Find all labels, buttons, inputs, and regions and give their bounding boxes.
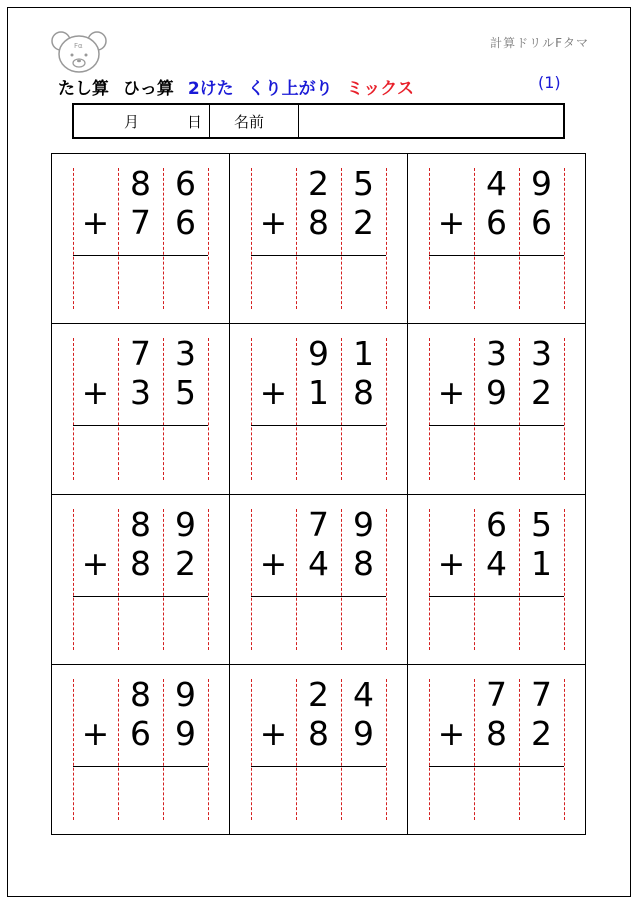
answer-rule-line	[251, 766, 386, 767]
bottom-ones-digit: 8	[353, 543, 374, 583]
answer-rule-line	[251, 255, 386, 256]
answer-rule-line	[73, 596, 208, 597]
plus-sign: +	[437, 543, 466, 583]
answer-rule-line	[429, 596, 564, 597]
column-guide-line	[564, 168, 565, 309]
column-guide-line	[208, 679, 209, 820]
day-label: 日	[187, 113, 203, 131]
top-tens-digit: 2	[308, 164, 329, 203]
top-tens-digit: 7	[130, 334, 151, 374]
column-guide-line	[564, 679, 565, 820]
bottom-ones-digit: 6	[531, 203, 552, 242]
name-label: 名前	[210, 105, 299, 137]
bottom-ones-digit: 1	[531, 543, 552, 583]
bottom-tens-digit: 8	[130, 543, 151, 583]
title-carry: くり上がり	[247, 79, 333, 99]
plus-sign: +	[437, 713, 466, 753]
top-tens-digit: 3	[486, 334, 507, 374]
bottom-tens-digit: 9	[486, 373, 507, 413]
top-ones-digit: 6	[175, 164, 196, 203]
top-tens-digit: 7	[486, 674, 507, 714]
problem-grid	[51, 153, 586, 835]
answer-rule-line	[251, 596, 386, 597]
plus-sign: +	[437, 373, 466, 413]
answer-rule-line	[429, 255, 564, 256]
plus-sign: +	[259, 543, 288, 583]
problem-cell[interactable]	[408, 154, 586, 324]
top-ones-digit: 4	[353, 674, 374, 714]
brand-label: 計算ドリルFタマ	[490, 36, 589, 50]
top-ones-digit: 3	[175, 334, 196, 374]
bottom-tens-digit: 1	[308, 373, 329, 413]
bottom-ones-digit: 9	[353, 713, 374, 753]
top-tens-digit: 8	[130, 164, 151, 203]
top-tens-digit: 4	[486, 164, 507, 203]
bottom-ones-digit: 2	[353, 203, 374, 242]
top-ones-digit: 5	[531, 504, 552, 544]
plus-sign: +	[81, 713, 110, 753]
month-label: 月	[124, 113, 140, 131]
bottom-ones-digit: 2	[531, 373, 552, 413]
plus-sign: +	[259, 373, 288, 413]
column-guide-line	[208, 338, 209, 479]
plus-sign: +	[259, 203, 288, 242]
column-guide-line	[386, 679, 387, 820]
column-guide-line	[386, 509, 387, 650]
problem-cell[interactable]	[408, 665, 586, 835]
column-guide-line	[386, 338, 387, 479]
problem-cell[interactable]	[52, 665, 230, 835]
bottom-ones-digit: 2	[531, 713, 552, 753]
column-guide-line	[208, 168, 209, 309]
top-ones-digit: 9	[175, 504, 196, 544]
problem-cell[interactable]	[52, 324, 230, 494]
bottom-tens-digit: 6	[130, 713, 151, 753]
plus-sign: +	[259, 713, 288, 753]
title-mix: ミックス	[346, 79, 415, 99]
bottom-ones-digit: 2	[175, 543, 196, 583]
problem-cell[interactable]	[230, 154, 408, 324]
problem-cell[interactable]	[52, 495, 230, 665]
bottom-tens-digit: 8	[486, 713, 507, 753]
plus-sign: +	[81, 203, 110, 242]
top-tens-digit: 8	[130, 674, 151, 714]
top-ones-digit: 5	[353, 164, 374, 203]
bottom-tens-digit: 4	[308, 543, 329, 583]
bottom-tens-digit: 3	[130, 373, 151, 413]
bottom-tens-digit: 8	[308, 713, 329, 753]
problem-cell[interactable]	[230, 495, 408, 665]
title-vertical: ひっ算	[122, 79, 174, 99]
title-addition: たし算	[58, 79, 109, 99]
plus-sign: +	[81, 543, 110, 583]
column-guide-line	[564, 509, 565, 650]
top-tens-digit: 9	[308, 334, 329, 374]
top-tens-digit: 6	[486, 504, 507, 544]
problem-cell[interactable]	[408, 495, 586, 665]
top-ones-digit: 9	[175, 674, 196, 714]
bottom-tens-digit: 7	[130, 203, 151, 242]
bottom-tens-digit: 4	[486, 543, 507, 583]
bottom-ones-digit: 8	[353, 373, 374, 413]
top-tens-digit: 8	[130, 504, 151, 544]
column-guide-line	[386, 168, 387, 309]
name-field[interactable]	[299, 105, 563, 137]
column-guide-line	[564, 338, 565, 479]
top-tens-digit: 7	[308, 504, 329, 544]
plus-sign: +	[81, 373, 110, 413]
top-ones-digit: 1	[353, 334, 374, 374]
bottom-tens-digit: 6	[486, 203, 507, 242]
bottom-ones-digit: 6	[175, 203, 196, 242]
plus-sign: +	[437, 203, 466, 242]
top-ones-digit: 9	[353, 504, 374, 544]
name-date-box	[72, 103, 565, 139]
answer-rule-line	[429, 425, 564, 426]
answer-rule-line	[73, 255, 208, 256]
page-number: (1)	[538, 73, 561, 92]
bear-logo-icon	[50, 30, 108, 74]
top-tens-digit: 2	[308, 674, 329, 714]
top-ones-digit: 7	[531, 674, 552, 714]
problem-cell[interactable]	[230, 665, 408, 835]
title-two-digit: 2けた	[187, 79, 234, 99]
answer-rule-line	[73, 766, 208, 767]
bottom-ones-digit: 9	[175, 713, 196, 753]
logo-text: Fα	[74, 42, 83, 50]
answer-rule-line	[251, 425, 386, 426]
problem-cell[interactable]	[52, 154, 230, 324]
problem-cell[interactable]	[408, 324, 586, 494]
top-ones-digit: 3	[531, 334, 552, 374]
answer-rule-line	[73, 425, 208, 426]
problem-cell[interactable]	[230, 324, 408, 494]
column-guide-line	[208, 509, 209, 650]
bottom-ones-digit: 5	[175, 373, 196, 413]
date-field[interactable]	[74, 105, 210, 137]
bottom-tens-digit: 8	[308, 203, 329, 242]
worksheet-title	[58, 74, 422, 98]
answer-rule-line	[429, 766, 564, 767]
top-ones-digit: 9	[531, 164, 552, 203]
